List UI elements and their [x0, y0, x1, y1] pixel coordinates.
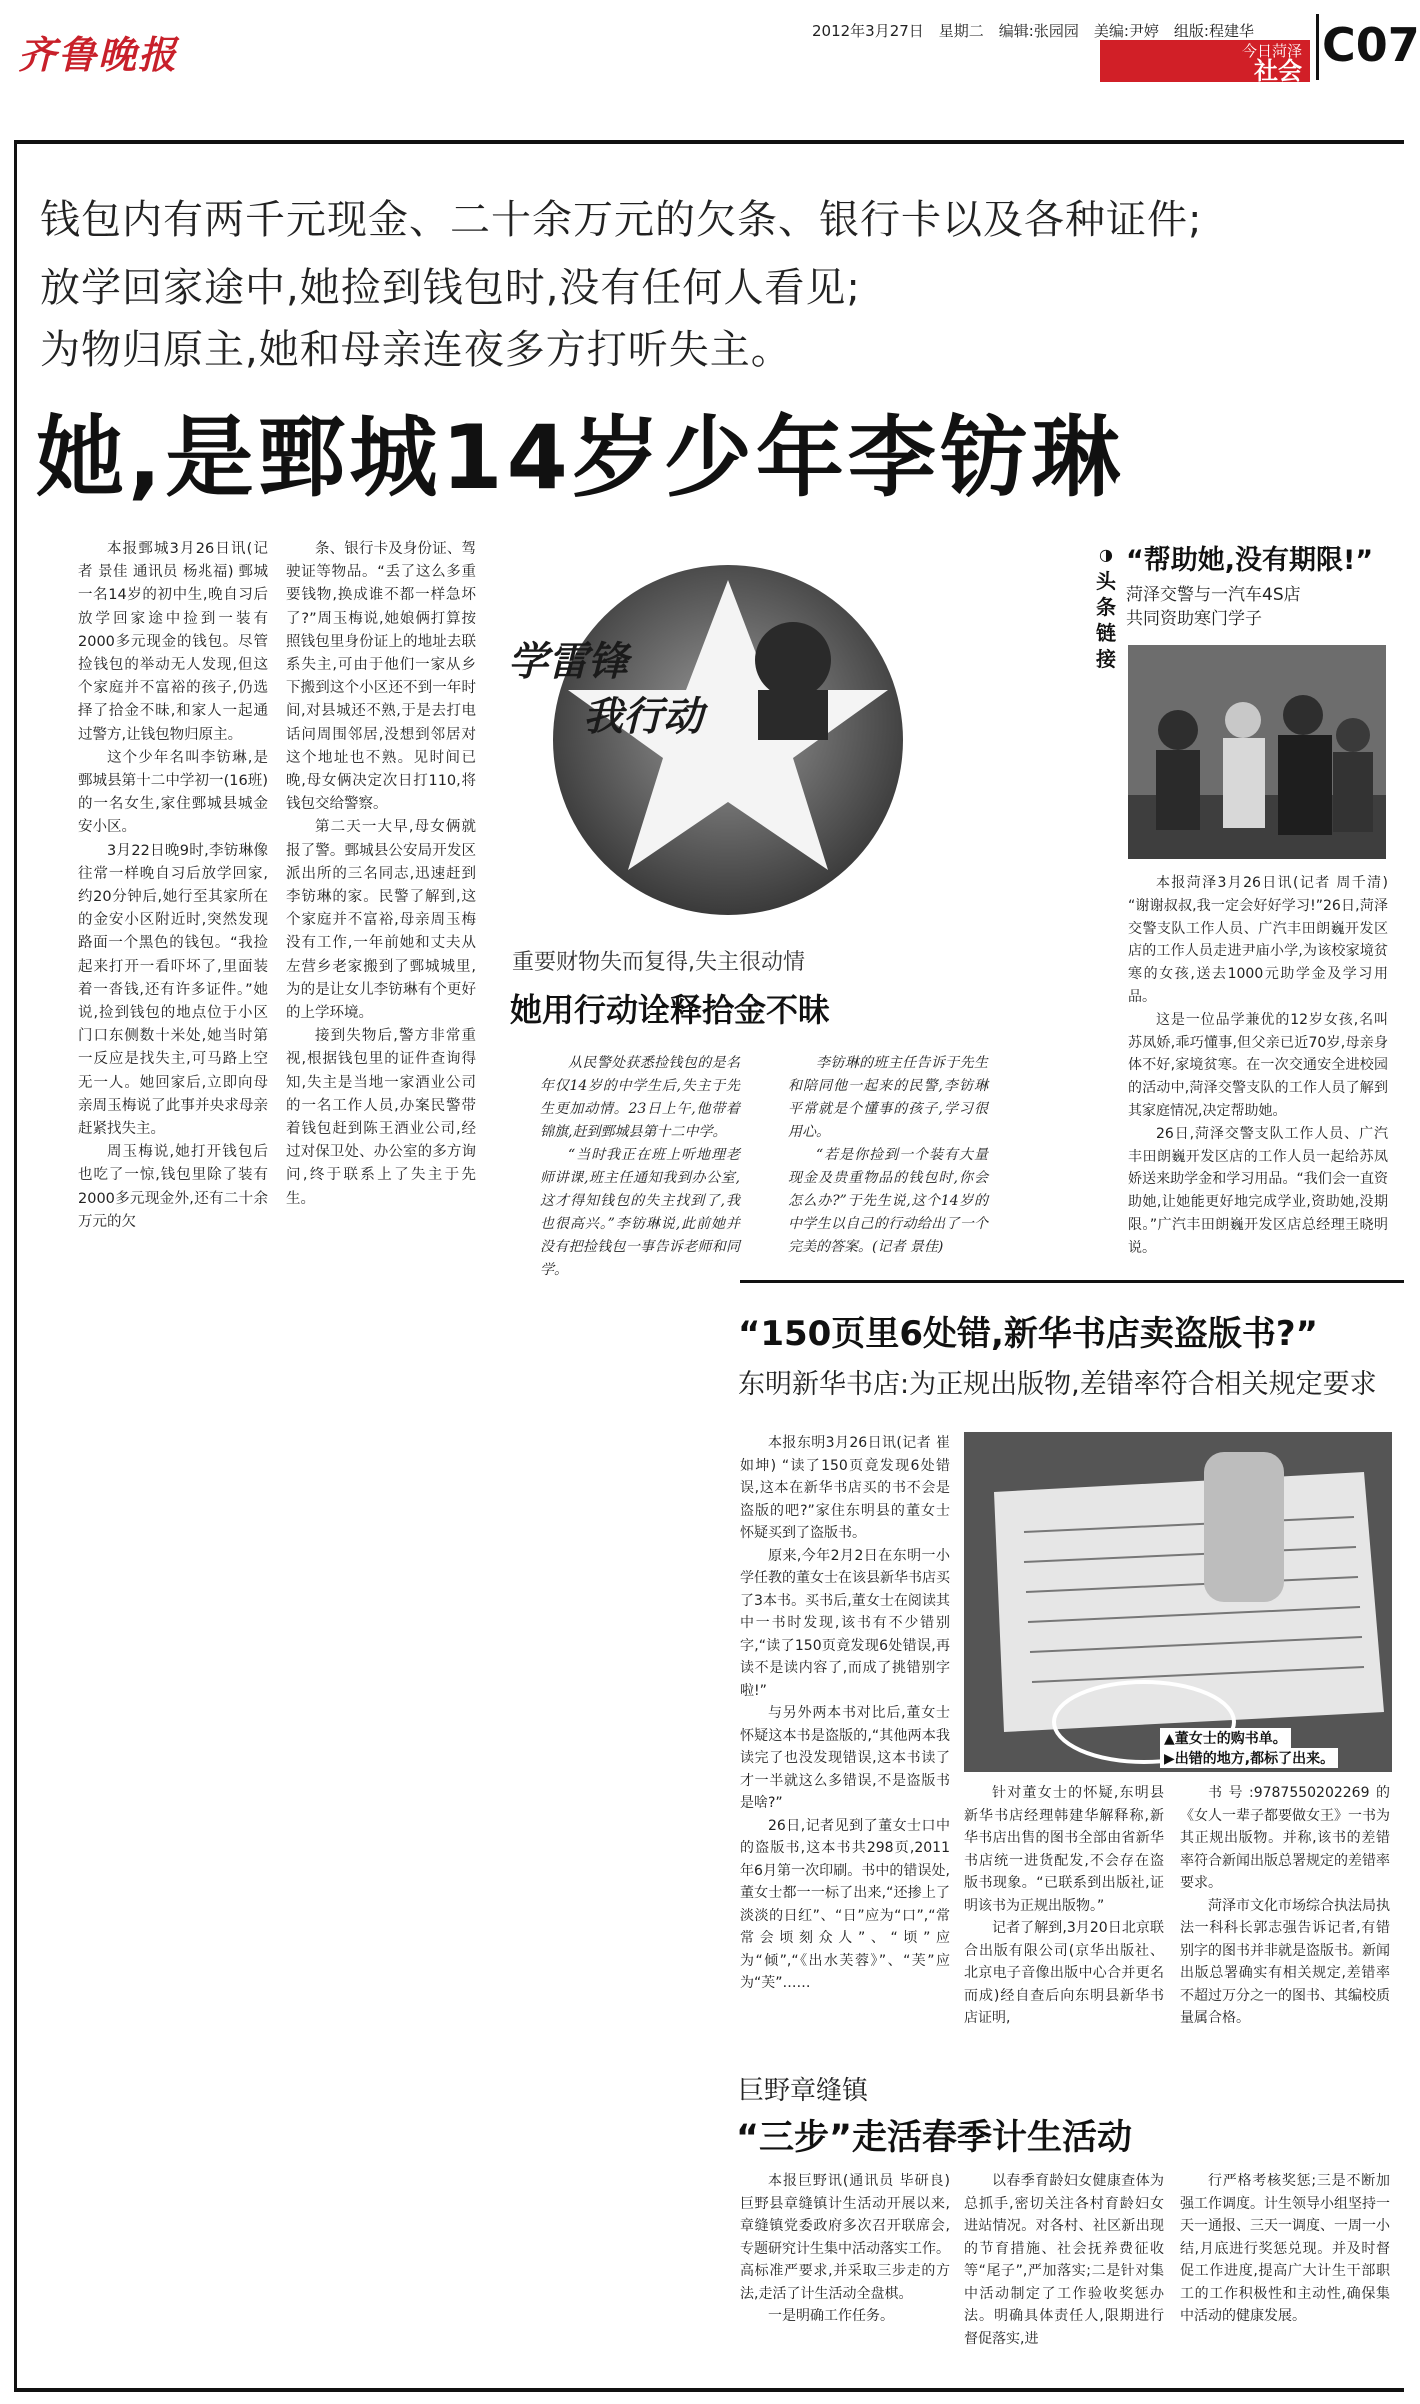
- sidebar-tag-text: 头条链接: [1096, 569, 1116, 671]
- paragraph: “若是你捡到一个装有大量现金及贵重物品的钱包时,你会怎么办?”于先生说,这个14岁的中学生以自己的行动给出了一个完美的答案。(记者 景佳): [788, 1147, 988, 1255]
- sidebar-tag: [1092, 540, 1120, 670]
- main-story-col-1: [78, 538, 268, 1258]
- bottom-rule: [14, 2388, 1404, 2392]
- section-badge: [1100, 40, 1310, 85]
- paragraph: 以春季育龄妇女健康查体为总抓手,密切关注各村育龄妇女进站情况。对各村、社区新出现的节育措施、社会抚养费征收等“尾子”,严加落实;二是针对集中活动制定了工作验收奖惩办法。明确具体责任人,限期进行督促落实,进: [964, 2173, 1164, 2347]
- bookstore-col-3: [1180, 1782, 1390, 2052]
- paragraph: 一是明确工作任务。: [768, 2308, 894, 2324]
- sidebar-subtitle-2: 共同资助寒门学子: [1126, 609, 1262, 629]
- main-story-subtitle: 重要财物失而复得,失主很动情: [512, 950, 805, 975]
- paragraph: 从民警处获悉捡钱包的是名年仅14岁的中学生后,失主于先生更加动情。23日上午,他带着锦旗,赶到鄄城县第十二中学。: [540, 1055, 740, 1140]
- bookstore-title: “150页里6处错,新华书店卖盗版书?”: [738, 1314, 1318, 1354]
- paragraph: 本报东明3月26日讯(记者 崔如坤) “读了150页竟发现6处错误,这本在新华书店买的书不会是盗版的吧?”家住东明县的董女士怀疑买到了盗版书。: [740, 1435, 950, 1541]
- planning-col-3: [1180, 2170, 1390, 2380]
- bookstore-col-1: [740, 1432, 950, 2042]
- paragraph: 这是一位品学兼优的12岁女孩,名叫苏凤娇,乖巧懂事,但父亲已近70岁,母亲身体不好,家境贫寒。在一次交通安全进校园的活动中,菏泽交警支队的工作人员了解到其家庭情况,决定帮助她。: [1128, 1011, 1388, 1119]
- main-story-col-4: [788, 1052, 988, 1262]
- left-rule: [14, 140, 17, 2392]
- paragraph: 与另外两本书对比后,董女士怀疑这本书是盗版的,“其他两本我读完了也没发现错误,这本书读了才一半就这么多错误,不是盗版书是啥?”: [740, 1705, 950, 1811]
- lead-line-2: 放学回家途中,她捡到钱包时,没有任何人看见;: [40, 265, 861, 311]
- lead-line-1: 钱包内有两千元现金、二十余万元的欠条、银行卡以及各种证件;: [40, 197, 1203, 243]
- paragraph: 第二天一大早,母女俩就报了警。鄄城县公安局开发区派出所的三名同志,迅速赶到李钫琳的家。民警了解到,这个家庭并不富裕,母亲周玉梅没有工作,一年前她和丈夫从左营乡老家搬到了鄄城城里,为的是让女儿李钫琳有个更好的上学环境。: [286, 819, 476, 1022]
- planning-col-1: [740, 2170, 950, 2380]
- paragraph: 26日,菏泽交警支队工作人员、广汽丰田朗巍开发区店的工作人员一起给苏凤娇送来助学金和学习用品。“我们会一直资助她,让她能更好地完成学业,资助她,没期限。”广汽丰田朗巍开发区店总经理王晓明说。: [1128, 1125, 1388, 1256]
- paragraph: 李钫琳的班主任告诉于先生和陪同他一起来的民警,李钫琳平常就是个懂事的孩子,学习很用心。: [788, 1055, 988, 1140]
- bookstore-subtitle: 东明新华书店:为正规出版物,差错率符合相关规定要求: [738, 1369, 1377, 1400]
- paragraph: 接到失物后,警方非常重视,根据钱包里的证件查询得知,失主是当地一家酒业公司的一名工作人员,办案民警带着钱包赶到陈王酒业公司,经过对保卫处、办公室的多方询问,终于联系上了失主于先生。: [286, 1028, 476, 1207]
- star-emblem-icon: [488, 540, 928, 930]
- half-moon-icon: ◑: [1099, 545, 1113, 564]
- section-big-label: 社会: [1254, 57, 1302, 85]
- paragraph: 菏泽市文化市场综合执法局执法一科科长郭志强告诉记者,有错别字的图书并非就是盗版书。新闻出版总署确实有相关规定,差错率不超过万分之一的图书、其编校质量属合格。: [1180, 1897, 1390, 2026]
- emblem-text-1: 学雷锋: [508, 639, 628, 685]
- section-small-label: 今日菏泽: [1241, 42, 1302, 60]
- sidebar-title: “帮助她,没有期限!”: [1126, 545, 1374, 576]
- learn-from-leifeng-emblem: [488, 540, 928, 930]
- receipt-photo-icon: [964, 1432, 1392, 1772]
- section-divider: [740, 1280, 1404, 1283]
- paragraph: 本报菏泽3月26日讯(记者 周千清) “谢谢叔叔,我一定会好好学习!”26日,菏泽交警支队工作人员、广汽丰田朗巍开发区店的工作人员走进尹庙小学,为该校家境贫寒的女孩,送去1000元助学金及学习用品。: [1128, 875, 1388, 1005]
- paragraph: 26日,记者见到了董女士口中的盗版书,这本书共298页,2011年6月第一次印刷。书中的错误处,董女士都一一标了出来,“还掺上了淡淡的日红”、“日”应为“口”,“常常会顷刻众人”、“顷”应为“倾”,“《出水芙蓉》”、“芙”应为“芙”……: [740, 1817, 950, 1991]
- planning-col-2: [964, 2170, 1164, 2380]
- top-rule: [14, 140, 1404, 144]
- photo-caption-2: ▶出错的地方,都标了出来。: [1160, 1748, 1338, 1768]
- paragraph: 条、银行卡及身份证、驾驶证等物品。“丢了这么多重要钱物,换成谁不都一样急坏了?”周玉梅说,她娘俩打算按照钱包里身份证上的地址去联系失主,可由于他们一家从乡下搬到这个小区还不到一年时间,对县城还不熟,于是去打电话问周围邻居,没想到邻居对这个地址也不熟。见时间已晚,母女俩决定次日打110,将钱包交给警察。: [286, 541, 476, 813]
- planning-kicker: 巨野章缝镇: [738, 2076, 869, 2106]
- main-story-title: 她用行动诠释拾金不昧: [510, 991, 831, 1029]
- main-story-col-3: [540, 1052, 740, 1278]
- paragraph: 行严格考核奖惩;三是不断加强工作调度。计生领导小组坚持一天一通报、三天一调度、一周一小结,月底进行奖惩兑现。并及时督促工作进度,提高广大计生干部职工的工作积极性和主动性,确保集中活动的健康发展。: [1180, 2173, 1390, 2324]
- issue-meta: 2012年3月27日 星期二 编辑:张园园 美编:尹婷 组版:程建华: [812, 22, 1254, 40]
- paragraph: 本报鄄城3月26日讯(记者 景佳 通讯员 杨兆福) 鄄城一名14岁的初中生,晚自习后放学回家途中捡到一装有2000多元现金的钱包。尽管捡钱包的举动无人发现,但这个家庭并不富裕的孩子,仍选择了拾金不昧,和家人一起通过警方,让钱包物归原主。: [78, 541, 268, 743]
- paragraph: 本报巨野讯(通讯员 毕研良) 巨野县章缝镇计生活动开展以来,章缝镇党委政府多次召开联席会,专题研究计生集中活动落实工作。高标准严要求,并采取三步走的方法,走活了计生活动全盘棋。: [740, 2173, 950, 2302]
- paragraph: “当时我正在班上听地理老师讲课,班主任通知我到办公室,这才得知钱包的失主找到了,我也很高兴。”李钫琳说,此前她并没有把捡钱包一事告诉老师和同学。: [540, 1147, 740, 1278]
- people-photo-icon: [1128, 645, 1386, 859]
- emblem-text-2: 我行动: [583, 694, 703, 740]
- sidebar-subtitle-1: 菏泽交警与一汽车4S店: [1126, 585, 1301, 605]
- planning-title: “三步”走活春季计生活动: [736, 2118, 1133, 2158]
- paragraph: 针对董女士的怀疑,东明县新华书店经理韩建华解释称,新华书店出售的图书全部由省新华书店统一进货配发,不会存在盗版书现象。“已联系到出版社,证明该书为正规出版物。”: [964, 1785, 1164, 1914]
- lead-line-3: 为物归原主,她和母亲连夜多方打听失主。: [40, 327, 792, 373]
- photo-caption-1: ▲董女士的购书单。: [1160, 1728, 1291, 1748]
- page-number: C07: [1322, 18, 1420, 72]
- page-number-divider: [1316, 14, 1319, 80]
- paragraph: 记者了解到,3月20日北京联合出版有限公司(京华出版社、北京电子音像出版中心合并更名而成)经自查后向东明县新华书店证明,: [964, 1920, 1164, 2026]
- paragraph: 周玉梅说,她打开钱包后也吃了一惊,钱包里除了装有2000多元现金外,还有二十余万元的欠: [78, 1144, 268, 1230]
- paragraph: 3月22日晚9时,李钫琳像往常一样晚自习后放学回家,约20分钟后,她行至其家所在的金安小区附近时,突然发现路面一个黑色的钱包。“我捡起来打开一看吓坏了,里面装着一沓钱,还有许多证件。”她说,捡到钱包的地点位于小区门口东侧数十米处,她当时第一反应是找失主,可马路上空无一人。她回家后,立即向母亲周玉梅说了此事并央求母亲赶紧找失主。: [78, 842, 268, 1138]
- paragraph: 这个少年名叫李钫琳,是鄄城县第十二中学初一(16班)的一名女生,家住鄄城县城金安小区。: [78, 749, 268, 836]
- paragraph: 书号:9787550202269的《女人一辈子都要做女王》一书为其正规出版物。并称,该书的差错率符合新闻出版总署规定的差错率要求。: [1180, 1785, 1390, 1891]
- sidebar-body: [1128, 872, 1388, 1268]
- main-headline: 她,是鄄城14岁少年李钫琳: [36, 406, 1124, 509]
- paragraph: 原来,今年2月2日在东明一小学任教的董女士在该县新华书店买了3本书。买书后,董女士在阅读其中一书时发现,该书有不少错别字,“读了150页竟发现6处错误,再读不是读内容了,而成了挑错别字啦!”: [740, 1547, 950, 1699]
- newspaper-logo: 齐鲁晚报: [18, 32, 179, 77]
- main-story-col-2: [286, 538, 476, 1258]
- bookstore-col-2: [964, 1782, 1164, 2052]
